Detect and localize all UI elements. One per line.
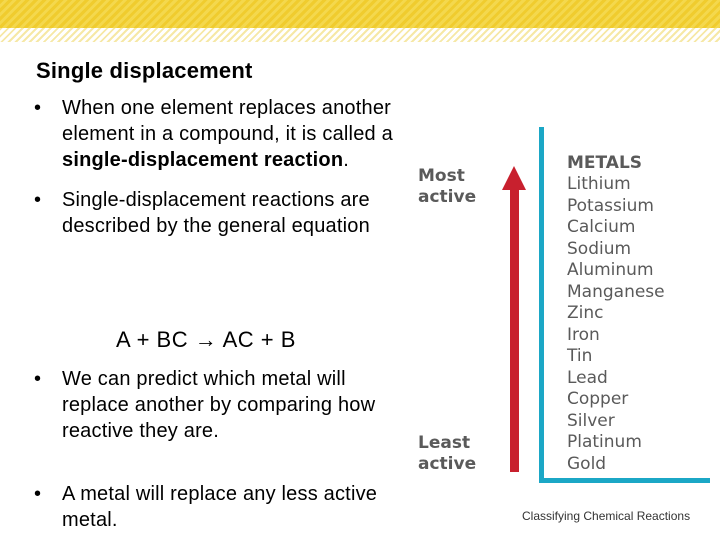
slide-footer: Classifying Chemical Reactions	[522, 509, 691, 523]
bullet-1	[34, 95, 394, 173]
bullet-2	[34, 187, 394, 239]
bullet-3-text: We can predict which metal will replace another by comparing how reactive they are.	[62, 368, 376, 442]
metal-item: Iron	[567, 324, 600, 345]
general-equation: A + BC → AC + B	[116, 327, 296, 352]
bullet-list-last	[34, 481, 394, 547]
bullet-list-top	[34, 95, 394, 253]
bullet-1-bold: single-displacement reaction	[62, 149, 344, 171]
metal-item: Lithium	[567, 174, 631, 194]
activity-axis-horizontal	[539, 478, 710, 483]
metal-item: Gold	[567, 453, 607, 474]
metal-item: Platinum	[567, 432, 642, 452]
metal-item: Calcium	[567, 217, 636, 237]
most-active-line-2: active	[418, 187, 477, 207]
metal-item: Aluminum	[567, 260, 654, 280]
activity-axis-vertical	[539, 127, 544, 483]
least-active-label	[418, 433, 476, 475]
metal-item: Tin	[567, 346, 593, 366]
metal-item: Zinc	[567, 303, 604, 323]
bullet-4-text: A metal will replace any less active metal.	[62, 483, 378, 531]
top-banner-fade	[0, 28, 720, 42]
bullet-marker: •	[34, 483, 42, 505]
metal-item: Potassium	[567, 195, 654, 216]
bullet-1-text: When one element replaces another element in a compound, it is called a	[62, 97, 393, 145]
metal-item: Sodium	[567, 238, 632, 259]
least-active-line-2: active	[418, 454, 477, 474]
bullet-list-bottom	[34, 366, 394, 458]
bullet-2-text: Single-displacement reactions are described by the general equation	[62, 189, 370, 237]
bullet-3	[34, 366, 394, 444]
metal-item: Manganese	[567, 281, 665, 302]
least-active-line-1: Least	[418, 433, 471, 453]
metal-item: Lead	[567, 367, 608, 388]
activity-arrow-shaft	[510, 186, 519, 472]
metals-list	[567, 152, 665, 475]
bullet-marker: •	[34, 368, 42, 390]
metals-heading: METALS	[567, 153, 643, 173]
bullet-marker: •	[34, 97, 42, 119]
metal-item: Silver	[567, 410, 615, 431]
bullet-4	[34, 481, 394, 533]
slide-title: Single displacement	[36, 58, 253, 83]
most-active-label	[418, 166, 476, 208]
most-active-line-1: Most	[418, 166, 465, 186]
bullet-1-end: .	[343, 149, 350, 171]
metal-item: Copper	[567, 389, 629, 409]
activity-arrow-head	[502, 166, 526, 190]
bullet-marker: •	[34, 189, 42, 211]
